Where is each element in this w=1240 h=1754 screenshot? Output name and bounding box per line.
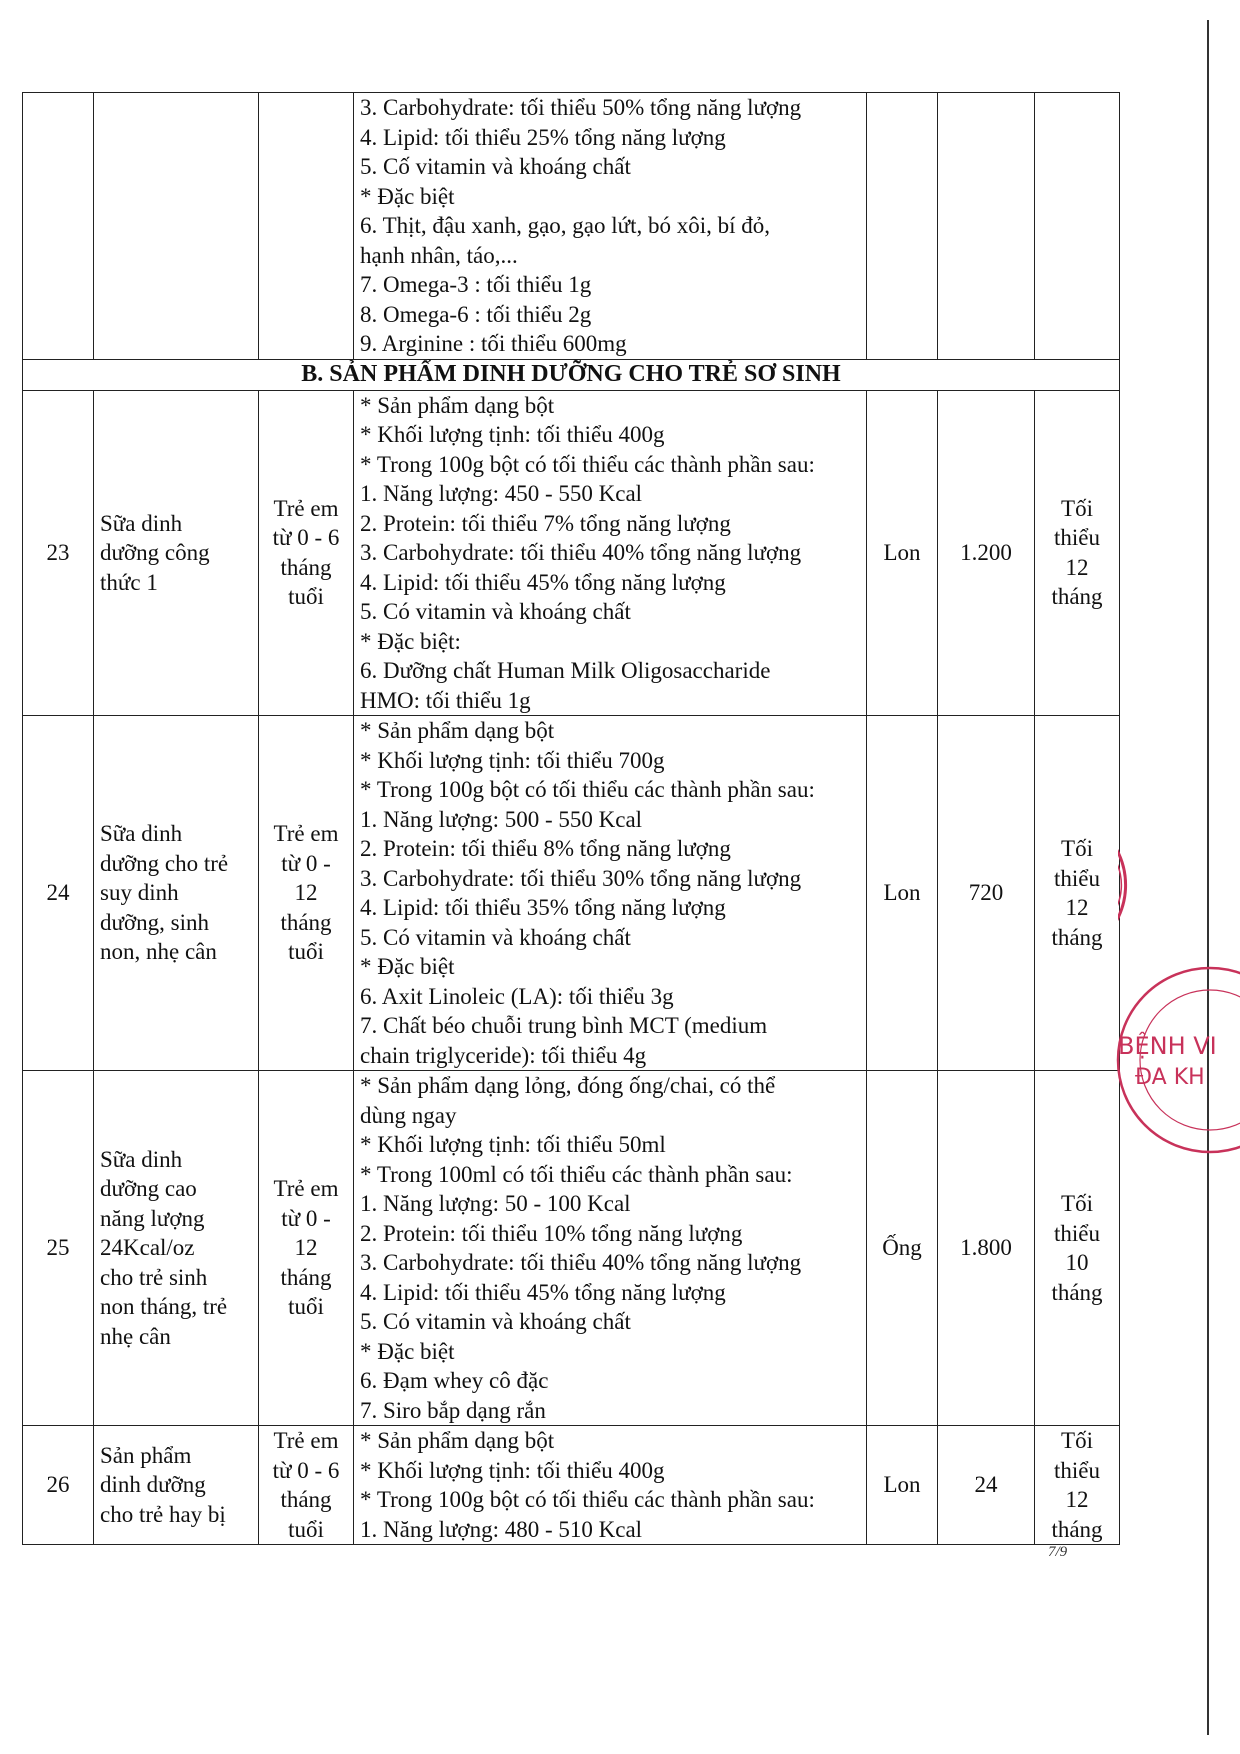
technical-spec: * Sản phẩm dạng lỏng, đóng ống/chai, có thể dùng ngay * Khối lượng tịnh: tối thiểu 50ml * Trong 100ml có tối thiểu các thành phần sau: 1. Năng lượng: 50 - 100 Kcal 2. Protein: tối thiểu 10% tổng năng lượng 3. Carbohydrate: tối thiểu 40% tổng năng lượng 4. Lipid: tối thiểu 45% tổng năng lượng 5. Có vitamin và khoáng chất * Đặc biệt 6. Đạm whey cô đặc 7. Siro bắp dạng rắn: [354, 1071, 867, 1426]
table-row: [23, 716, 1120, 1071]
row-number: 24: [23, 716, 94, 1071]
section-b-title: B. SẢN PHẨM DINH DƯỠNG CHO TRẺ SƠ SINH: [23, 359, 1120, 390]
product-spec-table: [22, 92, 1120, 1545]
target-object: Trẻ em từ 0 - 6 tháng tuổi: [259, 1426, 354, 1545]
product-name: Sữa dinh dưỡng cho trẻ suy dinh dưỡng, sinh non, nhẹ cân: [94, 716, 259, 1071]
shelf-life: Tối thiểu 12 tháng: [1035, 1426, 1120, 1545]
product-name: Sản phẩm dinh dưỡng cho trẻ hay bị: [94, 1426, 259, 1545]
quantity: 1.200: [938, 390, 1035, 716]
shelf-life: Tối thiểu 12 tháng: [1035, 716, 1120, 1071]
hospital-seal: [1110, 950, 1240, 1170]
unit: Ống: [867, 1071, 938, 1426]
shelf-life: Tối thiểu 10 tháng: [1035, 1071, 1120, 1426]
shelf-life: Tối thiểu 12 tháng: [1035, 390, 1120, 716]
stamp-text-line1: BỆNH VI: [1118, 1032, 1217, 1060]
target-object: Trẻ em từ 0 - 6 tháng tuổi: [259, 390, 354, 716]
page-number: 7/9: [1048, 1544, 1068, 1560]
section-header-row: [23, 359, 1120, 390]
row-number: 26: [23, 1426, 94, 1545]
target-object: Trẻ em từ 0 - 12 tháng tuổi: [259, 1071, 354, 1426]
table-row-continued: [23, 93, 1120, 360]
unit: Lon: [867, 390, 938, 716]
table-row: [23, 1071, 1120, 1426]
product-name: Sữa dinh dưỡng công thức 1: [94, 390, 259, 716]
product-name: Sữa dinh dưỡng cao năng lượng 24Kcal/oz cho trẻ sinh non tháng, trẻ nhẹ cân: [94, 1071, 259, 1426]
technical-spec: * Sản phẩm dạng bột * Khối lượng tịnh: tối thiểu 400g * Trong 100g bột có tối thiểu các thành phần sau: 1. Năng lượng: 480 - 510 Kcal: [354, 1426, 867, 1545]
row-number: 25: [23, 1071, 94, 1426]
unit: Lon: [867, 716, 938, 1071]
stamp-partial-top: [1118, 800, 1218, 960]
quantity: 1.800: [938, 1071, 1035, 1426]
quantity: 720: [938, 716, 1035, 1071]
unit: Lon: [867, 1426, 938, 1545]
quantity: 24: [938, 1426, 1035, 1545]
stamp-text-line2: ĐA KH: [1135, 1065, 1205, 1090]
spec-cell-continued: 3. Carbohydrate: tối thiểu 50% tổng năng lượng 4. Lipid: tối thiểu 25% tổng năng lượng 5. Cố vitamin và khoáng chất * Đặc biệt 6. Thịt, đậu xanh, gạo, gạo lứt, bó xôi, bí đỏ, hạnh nhân, táo,... 7. Omega-3 : tối thiểu 1g 8. Omega-6 : tối thiểu 2g 9. Arginine : tối thiểu 600mg: [354, 93, 867, 360]
table-row: [23, 1426, 1120, 1545]
target-object: Trẻ em từ 0 - 12 tháng tuổi: [259, 716, 354, 1071]
table-row: [23, 390, 1120, 716]
technical-spec: * Sản phẩm dạng bột * Khối lượng tịnh: tối thiểu 400g * Trong 100g bột có tối thiểu các thành phần sau: 1. Năng lượng: 450 - 550 Kcal 2. Protein: tối thiểu 7% tổng năng lượng 3. Carbohydrate: tối thiểu 40% tổng năng lượng 4. Lipid: tối thiểu 45% tổng năng lượng 5. Có vitamin và khoáng chất * Đặc biệt: 6. Dưỡng chất Human Milk Oligosaccharide HMO: tối thiểu 1g: [354, 390, 867, 716]
technical-spec: * Sản phẩm dạng bột * Khối lượng tịnh: tối thiểu 700g * Trong 100g bột có tối thiểu các thành phần sau: 1. Năng lượng: 500 - 550 Kcal 2. Protein: tối thiểu 8% tổng năng lượng 3. Carbohydrate: tối thiểu 30% tổng năng lượng 4. Lipid: tối thiểu 35% tổng năng lượng 5. Có vitamin và khoáng chất * Đặc biệt 6. Axit Linoleic (LA): tối thiểu 3g 7. Chất béo chuỗi trung bình MCT (medium chain triglyceride): tối thiểu 4g: [354, 716, 867, 1071]
row-number: 23: [23, 390, 94, 716]
